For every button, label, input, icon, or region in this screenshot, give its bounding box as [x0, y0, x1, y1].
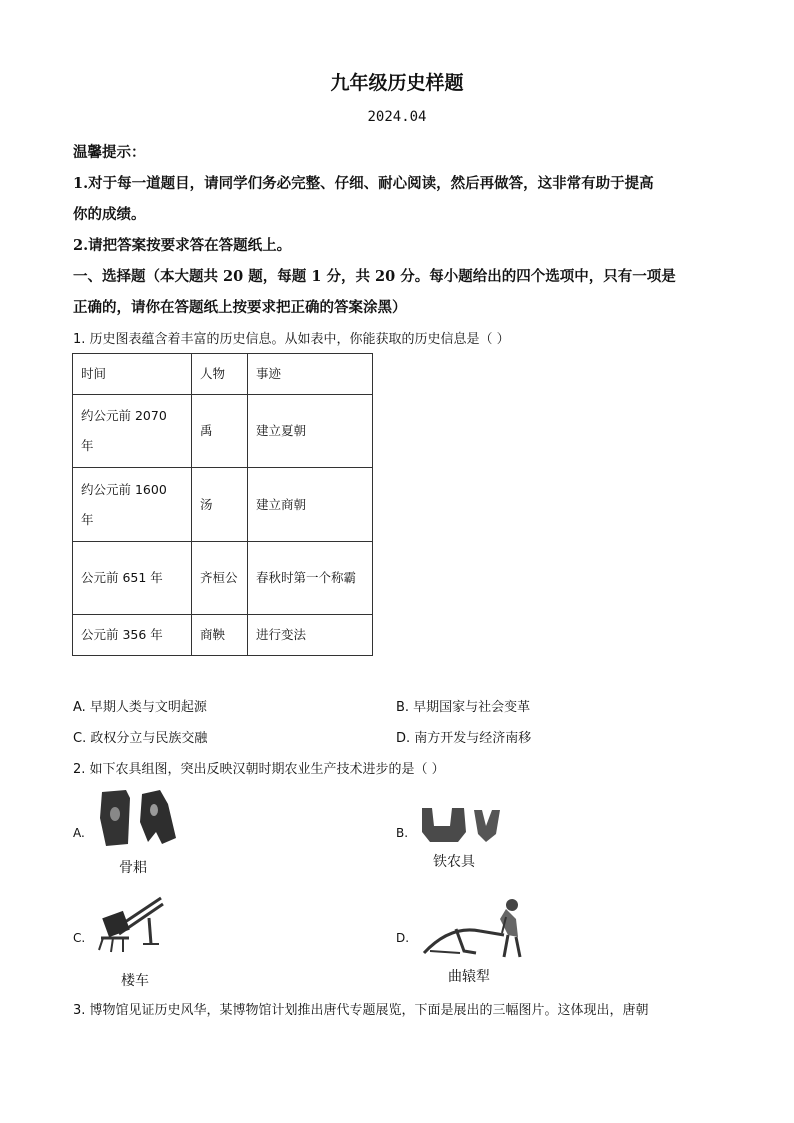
q2-option-d-caption: 曲辕犁	[448, 969, 490, 985]
iron-tools-image	[420, 804, 510, 844]
table-cell-time: 约公元前 1600 年	[73, 468, 192, 542]
q2-option-c-letter: C.	[73, 931, 86, 945]
table-row	[73, 468, 373, 542]
page-title: 九年级历史样题	[330, 72, 464, 94]
tip-1-line-1: 1.对于每一道题目，请同学们务必完整、仔细、耐心阅读，然后再做答，这非常有助于提高	[73, 175, 654, 192]
table-header-cell: 人物	[192, 354, 248, 395]
q1-option-d: D. 南方开发与经济南移	[396, 731, 532, 746]
tip-2: 2.请把答案按要求答在答题纸上。	[73, 237, 292, 254]
table-cell-event: 春秋时第一个称霸	[248, 542, 373, 615]
table-cell-person: 齐桓公	[192, 542, 248, 615]
history-table	[72, 353, 373, 656]
tip-1-line-2: 你的成绩。	[73, 206, 146, 223]
tips-heading: 温馨提示：	[73, 144, 146, 161]
table-cell-person: 商鞅	[192, 615, 248, 656]
exam-date: 2024.04	[367, 109, 427, 125]
section-1-line-2: 正确的，请你在答题纸上按要求把正确的答案涂黑）	[73, 299, 407, 316]
table-header-cell: 时间	[73, 354, 192, 395]
question-3-stem: 3. 博物馆见证历史风华，某博物馆计划推出唐代专题展览，下面是展出的三幅图片。这体现出，唐朝	[73, 1003, 649, 1018]
table-cell-event: 进行变法	[248, 615, 373, 656]
table-cell-person: 汤	[192, 468, 248, 542]
q1-option-b: B. 早期国家与社会变革	[396, 700, 531, 715]
q2-option-b-letter: B.	[396, 826, 409, 840]
table-cell-event: 建立商朝	[248, 468, 373, 542]
q2-option-c-caption: 楼车	[121, 973, 149, 989]
bone-spade-image	[96, 788, 180, 850]
table-row	[73, 615, 373, 656]
q2-option-a-caption: 骨耜	[119, 860, 147, 876]
question-1-stem: 1. 历史图表蕴含着丰富的历史信息。从如表中，你能获取的历史信息是（ ）	[73, 332, 510, 347]
q1-option-a: A. 早期人类与文明起源	[73, 700, 207, 715]
q2-option-d-letter: D.	[396, 931, 410, 945]
q2-option-b-caption: 铁农具	[433, 854, 475, 870]
curved-plough-image	[420, 895, 530, 961]
section-1-line-1: 一、选择题（本大题共 20 题，每题 1 分，共 20 分。每小题给出的四个选项中，只有一项是	[73, 268, 676, 285]
table-cell-time: 约公元前 2070 年	[73, 395, 192, 468]
table-header-cell: 事迹	[248, 354, 373, 395]
question-2-stem: 2. 如下农具组图，突出反映汉朝时期农业生产技术进步的是（ ）	[73, 762, 445, 777]
seed-drill-image	[93, 894, 165, 954]
table-row	[73, 395, 373, 468]
table-cell-time: 公元前 356 年	[73, 615, 192, 656]
table-header-row	[73, 354, 373, 395]
q2-option-a-letter: A.	[73, 826, 85, 840]
table-cell-person: 禹	[192, 395, 248, 468]
q1-option-c: C. 政权分立与民族交融	[73, 731, 208, 746]
table-row	[73, 542, 373, 615]
table-cell-time: 公元前 651 年	[73, 542, 192, 615]
table-cell-event: 建立夏朝	[248, 395, 373, 468]
